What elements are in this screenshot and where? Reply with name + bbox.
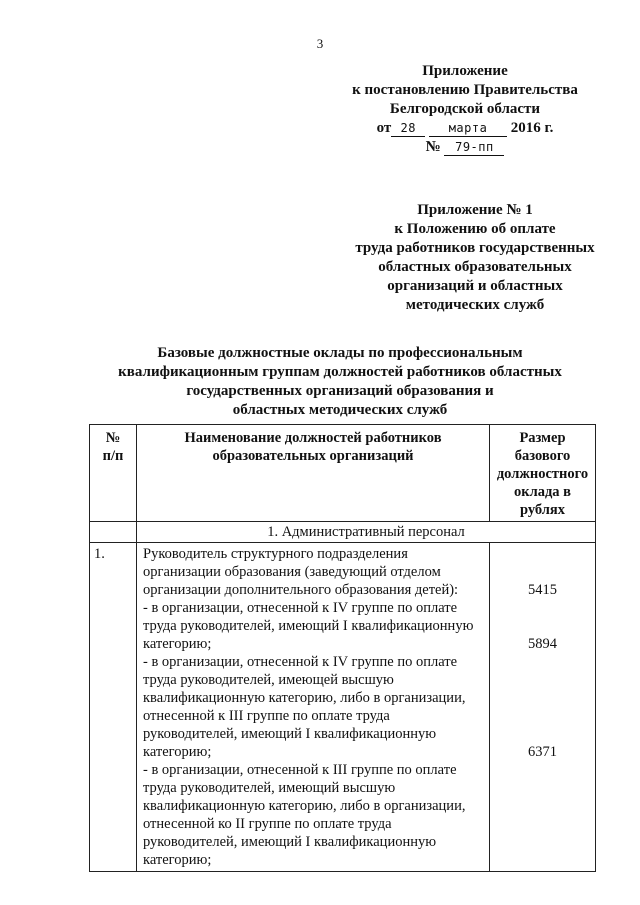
date-year: 2016 г.: [510, 120, 554, 136]
row-line: Руководитель структурного подразделения: [143, 546, 408, 562]
appendix-1-line: областных образовательных: [378, 259, 572, 275]
salary-value: 6371: [528, 744, 557, 760]
document-number: 79-пп: [444, 140, 504, 156]
row-line: - в организации, отнесенной к III группе по оплате: [143, 762, 457, 778]
row-line: руководителей, имеющий I квалификационную: [143, 726, 437, 742]
section-empty-cell: [90, 522, 137, 543]
row-line: труда руководителей, имеющий I квалификационную: [143, 618, 474, 634]
row-line: категорию;: [143, 636, 212, 652]
document-title-line: государственных организаций образования и: [186, 383, 494, 399]
salary-table: [89, 424, 596, 872]
appendix-main-line3: Белгородской области: [389, 101, 541, 117]
row-line: труда руководителей, имеющий высшую: [143, 780, 396, 796]
row-line: - в организации, отнесенной к IV группе по оплате: [143, 654, 458, 670]
appendix-1-line: организаций и областных: [387, 278, 563, 294]
document-title-line: Базовые должностные оклады по профессиональным: [157, 345, 523, 361]
page-number: 3: [316, 36, 324, 51]
row-line: категорию;: [143, 744, 212, 760]
document-title-line: областных методических служб: [232, 402, 448, 418]
number-prefix: №: [425, 139, 441, 155]
header-num-line: п/п: [102, 448, 124, 464]
header-size-line: Размер: [519, 430, 566, 446]
document-title-line: квалификационным группам должностей работников областных: [118, 364, 562, 380]
row-line: отнесенной к III группе по оплате труда: [143, 708, 390, 724]
table-row: [90, 543, 596, 872]
header-size-line: базового: [514, 448, 571, 464]
appendix-main-line1: Приложение: [422, 63, 508, 79]
row-values: [490, 543, 596, 872]
appendix-main-date: [330, 119, 600, 138]
section-title: 1. Административный персонал: [137, 522, 596, 543]
row-line: квалификационную категорию, либо в организации,: [143, 690, 466, 706]
row-line: отнесенной ко II группе по оплате труда: [143, 816, 392, 832]
header-size-line: рублях: [519, 502, 566, 518]
header-size: [490, 425, 596, 522]
row-description: [137, 543, 490, 872]
section-row: [90, 522, 596, 543]
appendix-1-line: труда работников государственных: [355, 240, 595, 256]
header-name-line: Наименование должностей работников: [184, 430, 442, 446]
salary-value: 5415: [528, 582, 557, 598]
header-num: [90, 425, 137, 522]
header-size-line: оклада в: [513, 484, 572, 500]
header-num-line: №: [105, 430, 121, 446]
appendix-1-line: Приложение № 1: [417, 202, 533, 218]
row-line: квалификационную категорию, либо в организации,: [143, 798, 466, 814]
date-month: марта: [429, 121, 507, 137]
header-name: [137, 425, 490, 522]
row-line: организации дополнительного образования детей):: [143, 582, 459, 598]
appendix-1-line: методических служб: [405, 297, 545, 313]
row-line: труда руководителей, имеющей высшую: [143, 672, 394, 688]
row-number: 1.: [90, 543, 137, 872]
appendix-main-line2: к постановлению Правительства: [352, 82, 578, 98]
appendix-1-line: к Положению об оплате: [394, 221, 556, 237]
row-line: руководителей, имеющий I квалификационную: [143, 834, 437, 850]
date-prefix: от: [376, 120, 392, 136]
row-line: - в организации, отнесенной к IV группе по оплате: [143, 600, 458, 616]
appendix-main: [330, 62, 600, 157]
salary-value: 5894: [528, 636, 557, 652]
appendix-main-number: [330, 138, 600, 157]
table-header-row: [90, 425, 596, 522]
row-line: категорию;: [143, 852, 212, 868]
header-size-line: должностного: [496, 466, 589, 482]
row-line: организации образования (заведующий отделом: [143, 564, 441, 580]
header-name-line: образовательных организаций: [212, 448, 414, 464]
date-day: 28: [391, 121, 425, 137]
document-title: [60, 344, 620, 420]
appendix-1-heading: [330, 201, 620, 315]
